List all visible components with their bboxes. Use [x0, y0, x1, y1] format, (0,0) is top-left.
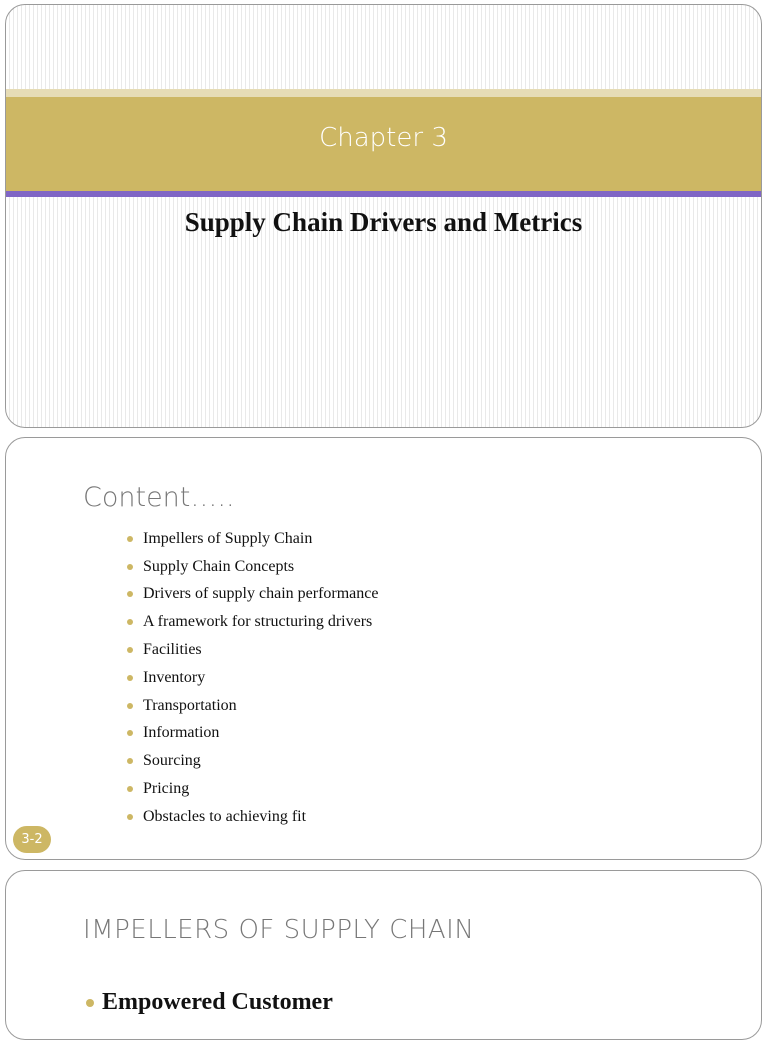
slide-subtitle: Supply Chain Drivers and Metrics — [184, 207, 583, 237]
list-item — [127, 636, 378, 664]
bullet-dot-icon — [127, 591, 133, 597]
list-item — [127, 775, 378, 803]
list-item-text: Obstacles to achieving fit — [143, 807, 307, 825]
list-item-text: Empowered Customer — [102, 989, 333, 1015]
bullet-dot-icon — [127, 703, 133, 709]
page-number-badge: 3-2 — [13, 826, 51, 853]
title-band — [6, 97, 761, 191]
bullet-dot-icon — [127, 675, 133, 681]
impellers-slide — [5, 870, 762, 1040]
bullet-dot-icon — [127, 730, 133, 736]
list-item-text: A framework for structuring drivers — [143, 613, 373, 631]
list-item — [86, 989, 333, 1016]
list-item-text: Pricing — [143, 780, 190, 798]
bullet-dot-icon — [86, 999, 94, 1007]
list-item — [127, 747, 378, 775]
title-divider — [6, 191, 761, 197]
bullet-dot-icon — [127, 647, 133, 653]
bullet-dot-icon — [127, 814, 133, 820]
list-item-text: Drivers of supply chain performance — [143, 585, 379, 603]
list-item-text: Transportation — [143, 696, 237, 714]
list-item-text: Supply Chain Concepts — [143, 557, 295, 575]
list-item-text: Sourcing — [143, 752, 201, 770]
list-item — [127, 525, 378, 553]
list-item-text: Inventory — [143, 668, 206, 686]
bullet-dot-icon — [127, 758, 133, 764]
impellers-heading: IMPELLERS OF SUPPLY CHAIN — [83, 915, 475, 945]
title-top-strip — [6, 89, 761, 97]
list-item-text: Impellers of Supply Chain — [143, 529, 313, 547]
list-item — [127, 803, 378, 831]
content-list — [127, 525, 378, 831]
list-item — [127, 664, 378, 692]
bullet-dot-icon — [127, 786, 133, 792]
bullet-dot-icon — [127, 564, 133, 570]
chapter-title: Chapter 3 — [319, 123, 448, 153]
list-item — [127, 608, 378, 636]
list-item — [127, 720, 378, 748]
bullet-dot-icon — [127, 536, 133, 542]
list-item-text: Information — [143, 724, 220, 742]
content-slide — [5, 437, 762, 860]
list-item — [127, 692, 378, 720]
list-item — [127, 581, 378, 609]
list-item-text: Facilities — [143, 641, 202, 659]
list-item — [127, 553, 378, 581]
bullet-dot-icon — [127, 619, 133, 625]
content-heading: Content….. — [83, 482, 235, 513]
title-slide — [5, 4, 762, 428]
